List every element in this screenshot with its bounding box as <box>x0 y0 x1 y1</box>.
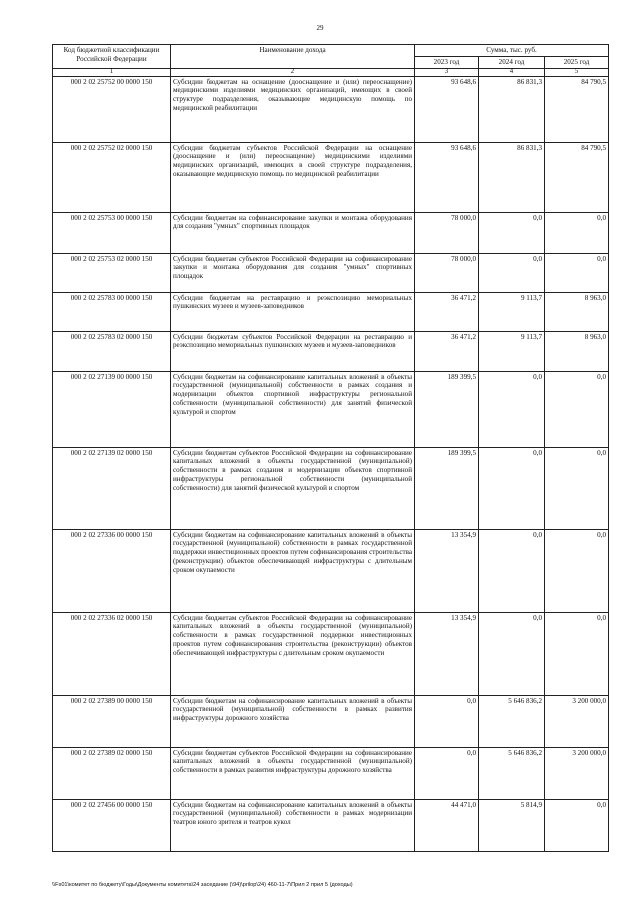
table-row <box>53 253 609 292</box>
amount-2025: 8 963,0 <box>545 292 609 331</box>
page-number: 29 <box>316 24 324 32</box>
amount-2024: 5 646 836,2 <box>479 747 545 799</box>
header-year-2023: 2023 год <box>415 56 479 68</box>
budget-code: 000 2 02 27389 00 0000 150 <box>53 695 171 747</box>
budget-code: 000 2 02 25753 02 0000 150 <box>53 253 171 292</box>
table-row <box>53 529 609 612</box>
amount-2024: 0,0 <box>479 253 545 292</box>
income-name: Субсидии бюджетам на софинансирование капитальных вложений в объекты государственной (муниципальной) собственности в рамках создания и модернизации объектов спортивной инфраструктуры региональной собственности (муниципальной собственности) для занятий физической культурой и спортом <box>171 371 415 447</box>
budget-code: 000 2 02 27139 00 0000 150 <box>53 371 171 447</box>
table-row <box>53 212 609 253</box>
amount-2025: 0,0 <box>545 612 609 695</box>
amount-2025: 0,0 <box>545 799 609 851</box>
amount-2023: 93 648,6 <box>415 76 479 142</box>
amount-2024: 9 113,7 <box>479 292 545 331</box>
income-name: Субсидии бюджетам субъектов Российской Федерации на софинансирование капитальных вложений в объекты государственной (муниципальной) собственности в рамках создания и модернизации объектов спортивной инфраструктуры региональной собственности (муниципальной собственности) для занятий физической культурой и спортом <box>171 447 415 529</box>
amount-2024: 0,0 <box>479 447 545 529</box>
income-name: Субсидии бюджетам субъектов Российской Федерации на софинансирование закупки и монтажа оборудования для создания "умных" спортивных площадок <box>171 253 415 292</box>
amount-2025: 0,0 <box>545 253 609 292</box>
header-year-2025: 2025 год <box>545 56 609 68</box>
table-row <box>53 371 609 447</box>
income-name: Субсидии бюджетам субъектов Российской Федерации на реставрацию и реэкспозицию мемориальных пушкинских музеев и музеев-заповедников <box>171 331 415 371</box>
header-name: Наименование дохода <box>171 45 415 69</box>
amount-2024: 9 113,7 <box>479 331 545 371</box>
amount-2024: 0,0 <box>479 371 545 447</box>
amount-2023: 36 471,2 <box>415 292 479 331</box>
budget-code: 000 2 02 25752 02 0000 150 <box>53 142 171 212</box>
table-row <box>53 695 609 747</box>
budget-code: 000 2 02 27389 02 0000 150 <box>53 747 171 799</box>
amount-2024: 86 831,3 <box>479 76 545 142</box>
amount-2025: 84 790,5 <box>545 142 609 212</box>
amount-2025: 3 200 000,0 <box>545 747 609 799</box>
amount-2023: 189 399,5 <box>415 371 479 447</box>
budget-code: 000 2 02 27336 00 0000 150 <box>53 529 171 612</box>
amount-2024: 5 646 836,2 <box>479 695 545 747</box>
amount-2024: 5 814,9 <box>479 799 545 851</box>
amount-2025: 0,0 <box>545 371 609 447</box>
budget-code: 000 2 02 27456 00 0000 150 <box>53 799 171 851</box>
amount-2025: 0,0 <box>545 529 609 612</box>
amount-2023: 44 471,0 <box>415 799 479 851</box>
table-row <box>53 142 609 212</box>
file-path-footer: \\Fs01\комитет по бюджету\Годы\Документы комитета\24 заседание (\94)\prilop\24) 460-11-7\Прил 2 прил 5 (доходы) <box>52 882 353 888</box>
amount-2025: 3 200 000,0 <box>545 695 609 747</box>
table-row <box>53 799 609 851</box>
budget-code: 000 2 02 27336 02 0000 150 <box>53 612 171 695</box>
amount-2024: 0,0 <box>479 212 545 253</box>
amount-2024: 0,0 <box>479 612 545 695</box>
table-row <box>53 76 609 142</box>
budget-code: 000 2 02 25783 00 0000 150 <box>53 292 171 331</box>
amount-2023: 78 000,0 <box>415 253 479 292</box>
amount-2023: 0,0 <box>415 695 479 747</box>
amount-2023: 0,0 <box>415 747 479 799</box>
income-name: Субсидии бюджетам на софинансирование капитальных вложений в объекты государственной (муниципальной) собственности в рамках государственной поддержки инвестиционных проектов путем софинансирования строительства (реконструкции) объектов обеспечивающей инфраструктуры с длительным сроком окупаемости <box>171 529 415 612</box>
amount-2023: 13 354,9 <box>415 529 479 612</box>
income-name: Субсидии бюджетам на реставрацию и реэкспозицию мемориальных пушкинских музеев и музеев-заповедников <box>171 292 415 331</box>
budget-code: 000 2 02 25753 00 0000 150 <box>53 212 171 253</box>
amount-2025: 0,0 <box>545 447 609 529</box>
income-name: Субсидии бюджетам субъектов Российской Федерации на оснащение (дооснащение и (или) переоснащение) медицинскими изделиями медицинских организаций, имеющих в своей структуре подразделения, оказывающие медицинскую помощь по медицинской реабилитации <box>171 142 415 212</box>
income-name: Субсидии бюджетам на оснащение (дооснащение и (или) переоснащение) медицинскими изделиями медицинских организаций, имеющих в своей структуре подразделения, оказывающие медицинскую помощь по медицинской реабилитации <box>171 76 415 142</box>
amount-2025: 8 963,0 <box>545 331 609 371</box>
amount-2023: 13 354,9 <box>415 612 479 695</box>
income-name: Субсидии бюджетам на софинансирование капитальных вложений в объекты государственной (муниципальной) собственности в рамках модернизации театров юного зрителя и театров кукол <box>171 799 415 851</box>
budget-code: 000 2 02 25783 02 0000 150 <box>53 331 171 371</box>
column-number: 3 <box>415 68 479 76</box>
amount-2023: 93 648,6 <box>415 142 479 212</box>
column-number: 4 <box>479 68 545 76</box>
column-numbers-row <box>53 68 609 76</box>
header-row <box>53 45 609 57</box>
header-year-2024: 2024 год <box>479 56 545 68</box>
amount-2024: 0,0 <box>479 529 545 612</box>
budget-table <box>52 44 609 852</box>
table-row <box>53 612 609 695</box>
income-name: Субсидии бюджетам субъектов Российской Федерации на софинансирование капитальных вложений в объекты государственной (муниципальной) собственности в рамках развития инфраструктуры дорожного хозяйства <box>171 747 415 799</box>
amount-2023: 36 471,2 <box>415 331 479 371</box>
income-name: Субсидии бюджетам на софинансирование капитальных вложений в объекты государственной (муниципальной) собственности в рамках развития инфраструктуры дорожного хозяйства <box>171 695 415 747</box>
amount-2025: 0,0 <box>545 212 609 253</box>
income-name: Субсидии бюджетам субъектов Российской Федерации на софинансирование капитальных вложений в объекты государственной (муниципальной) собственности в рамках государственной поддержки инвестиционных проектов путем софинансирования строительства (реконструкции) объектов обеспечивающей инфраструктуры с длительным сроком окупаемости <box>171 612 415 695</box>
table-row <box>53 447 609 529</box>
budget-code: 000 2 02 25752 00 0000 150 <box>53 76 171 142</box>
table-row <box>53 331 609 371</box>
income-name: Субсидии бюджетам на софинансирование закупки и монтажа оборудования для создания "умных" спортивных площадок <box>171 212 415 253</box>
amount-2025: 84 790,5 <box>545 76 609 142</box>
column-number: 2 <box>171 68 415 76</box>
header-sum: Сумма, тыс. руб. <box>415 45 609 57</box>
amount-2024: 86 831,3 <box>479 142 545 212</box>
column-number: 1 <box>53 68 171 76</box>
column-number: 5 <box>545 68 609 76</box>
header-code: Код бюджетной классификации Российской Федерации <box>53 45 171 69</box>
budget-code: 000 2 02 27139 02 0000 150 <box>53 447 171 529</box>
amount-2023: 78 000,0 <box>415 212 479 253</box>
table-row <box>53 747 609 799</box>
amount-2023: 189 399,5 <box>415 447 479 529</box>
table-row <box>53 292 609 331</box>
